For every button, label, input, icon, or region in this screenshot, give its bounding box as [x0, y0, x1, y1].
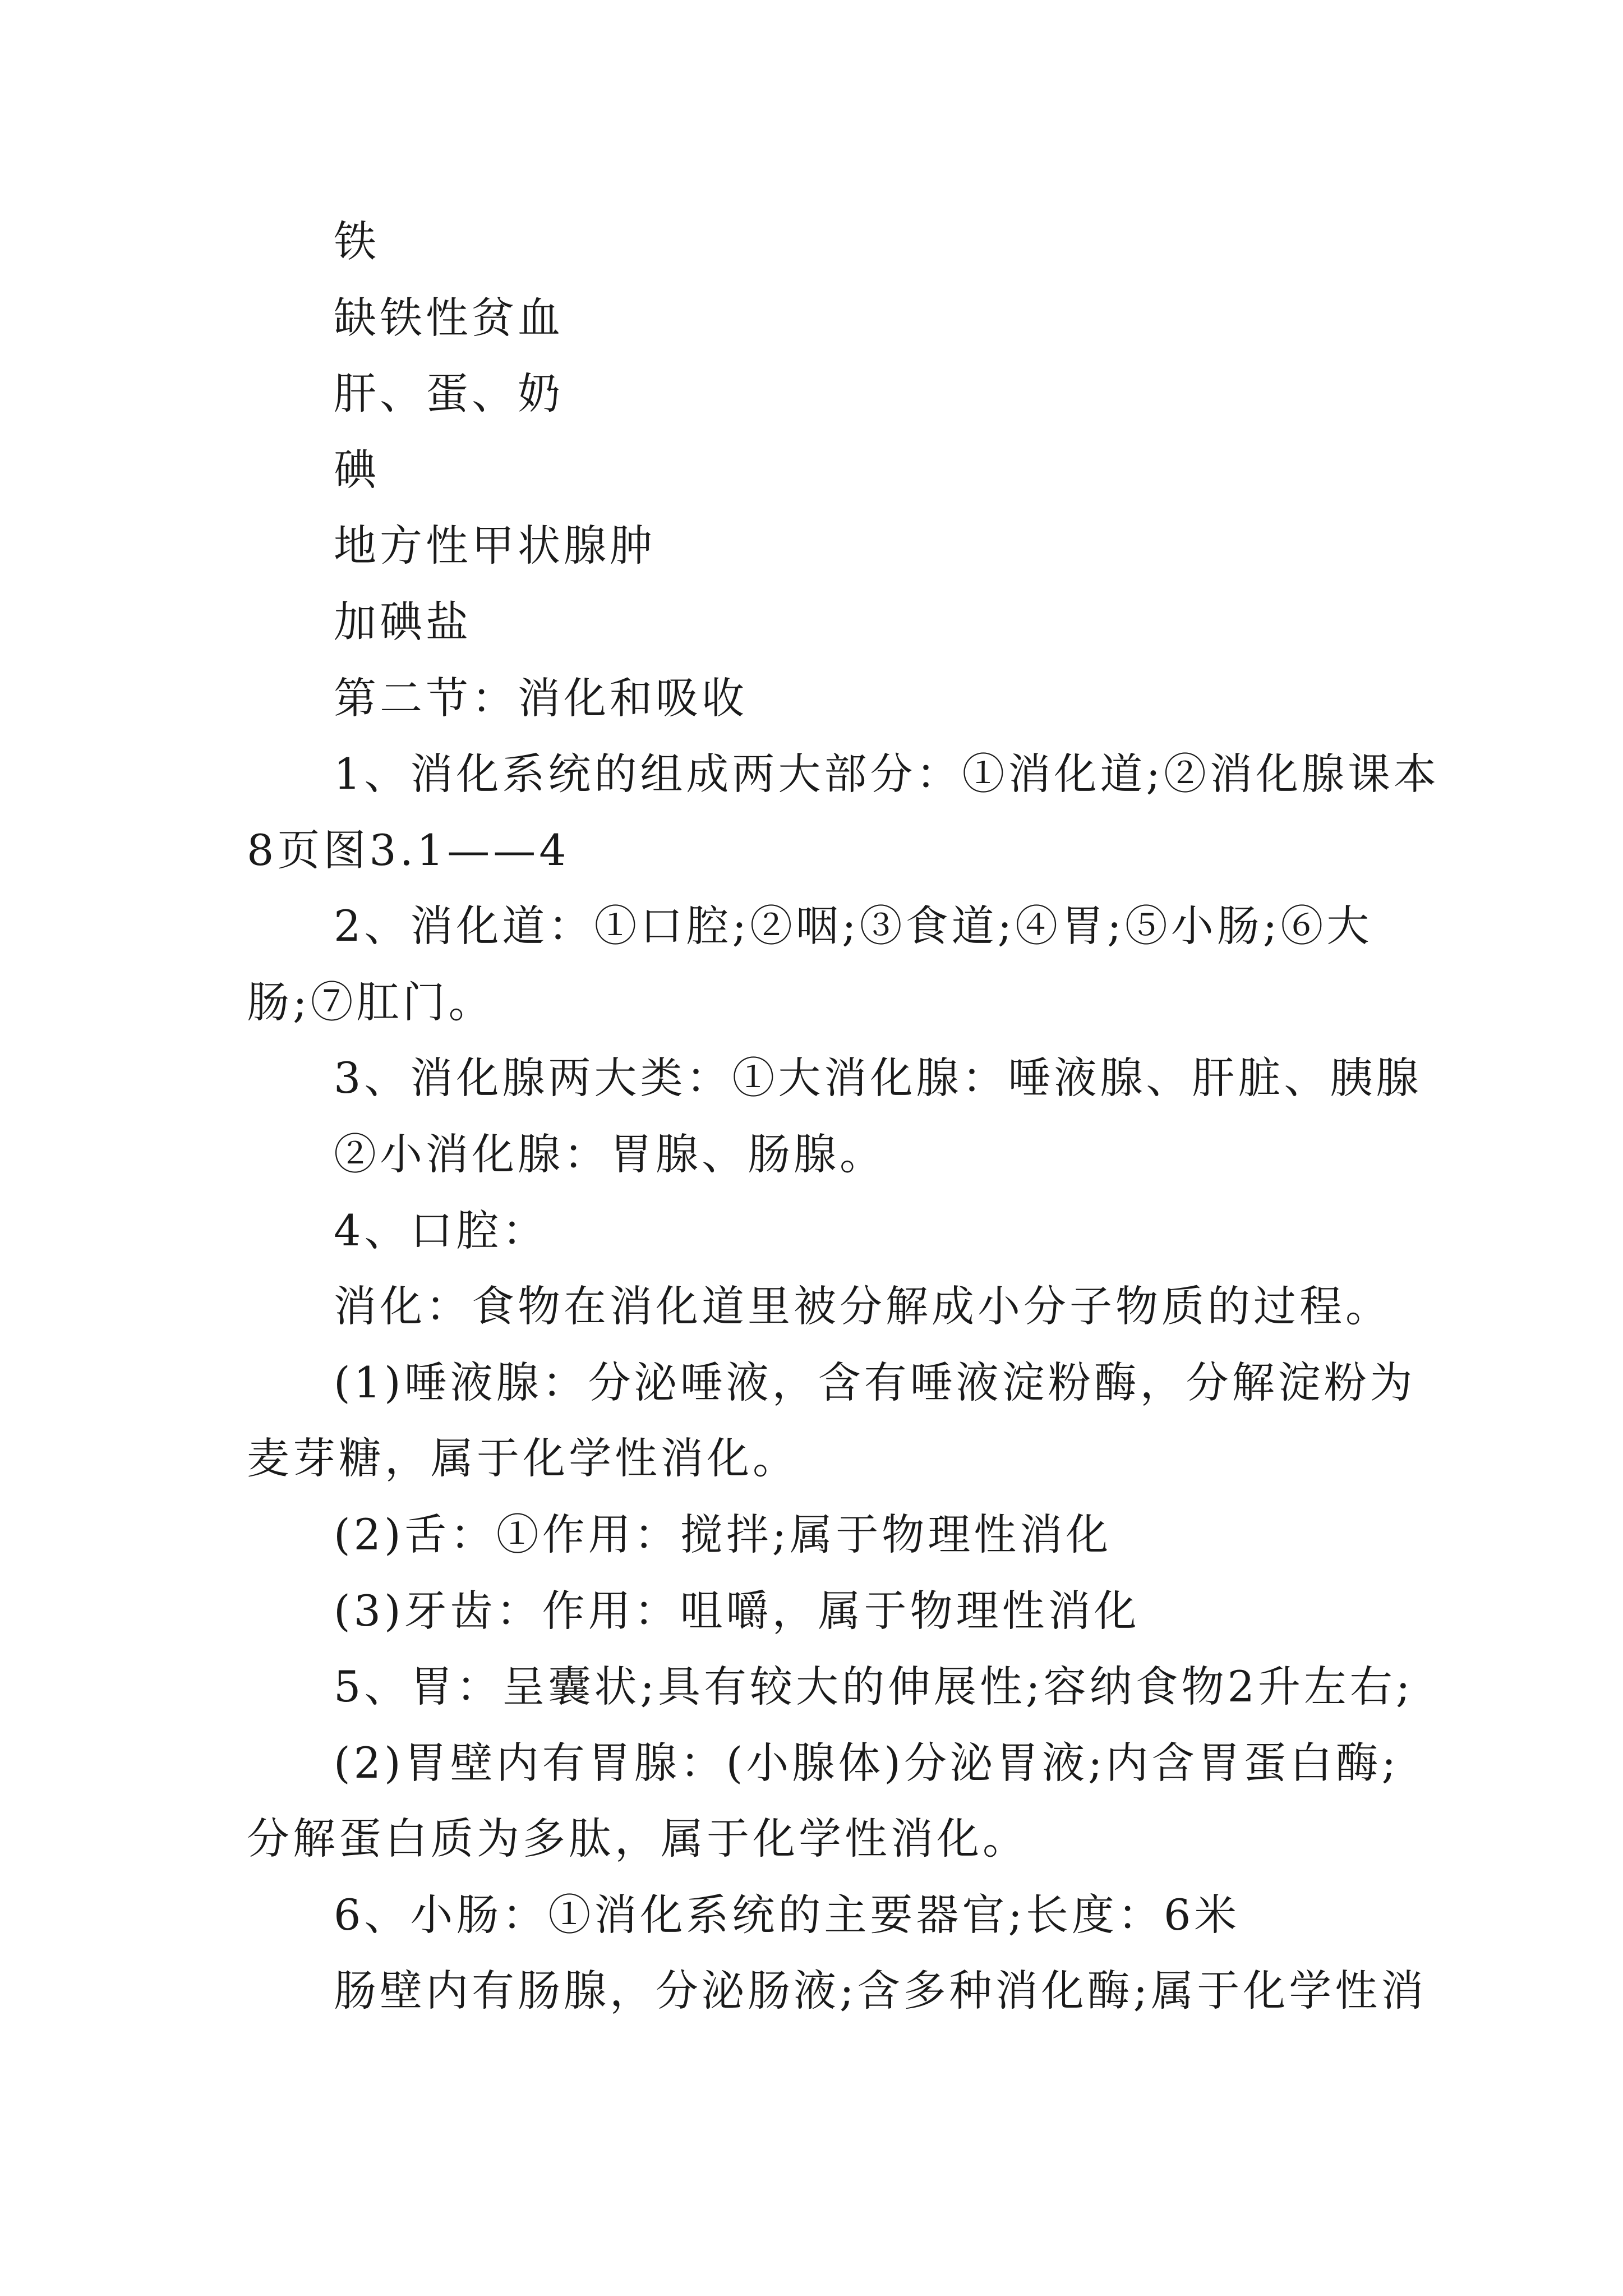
- text-line: 8页图3.1——4: [247, 825, 570, 875]
- text-line: 加碘盐: [334, 597, 472, 647]
- text-line: (1)唾液腺：分泌唾液，含有唾液淀粉酶，分解淀粉为: [334, 1358, 1416, 1407]
- text-line: (2)胃壁内有胃腺：(小腺体)分泌胃液;内含胃蛋白酶;: [334, 1738, 1400, 1788]
- section-heading: 第二节：消化和吸收: [334, 673, 748, 723]
- text-line: 消化：食物在消化道里被分解成小分子物质的过程。: [334, 1281, 1391, 1331]
- text-line: 麦芽糖，属于化学性消化。: [247, 1433, 799, 1483]
- text-line: 5、胃：呈囊状;具有较大的伸展性;容纳食物2升左右;: [334, 1662, 1414, 1711]
- text-line: 地方性甲状腺肿: [334, 521, 656, 570]
- text-line: 分解蛋白质为多肽，属于化学性消化。: [247, 1814, 1029, 1864]
- text-line: 肝、蛋、奶: [334, 369, 564, 418]
- text-line: (3)牙齿：作用：咀嚼，属于物理性消化: [334, 1586, 1140, 1636]
- text-line: 肠壁内有肠腺，分泌肠液;含多种消化酶;属于化学性消: [334, 1966, 1427, 2016]
- text-line: (2)舌：①作用：搅拌;属于物理性消化: [334, 1510, 1112, 1559]
- text-line: 缺铁性贫血: [334, 293, 564, 343]
- text-line: 1、消化系统的组成两大部分：①消化道;②消化腺课本: [334, 749, 1440, 799]
- text-line: 6、小肠：①消化系统的主要器官;长度：6米: [334, 1890, 1241, 1940]
- text-line: ②小消化腺：胃腺、肠腺。: [334, 1129, 886, 1179]
- text-line: 4、口腔：: [334, 1205, 548, 1255]
- text-line: 肠;⑦肛门。: [247, 977, 495, 1027]
- text-line: 2、消化道：①口腔;②咽;③食道;④胃;⑤小肠;⑥大: [334, 901, 1373, 951]
- text-line: 3、消化腺两大类：①大消化腺：唾液腺、肝脏、胰腺: [334, 1053, 1422, 1103]
- text-line: 碘: [334, 445, 380, 495]
- text-line: 铁: [334, 217, 380, 266]
